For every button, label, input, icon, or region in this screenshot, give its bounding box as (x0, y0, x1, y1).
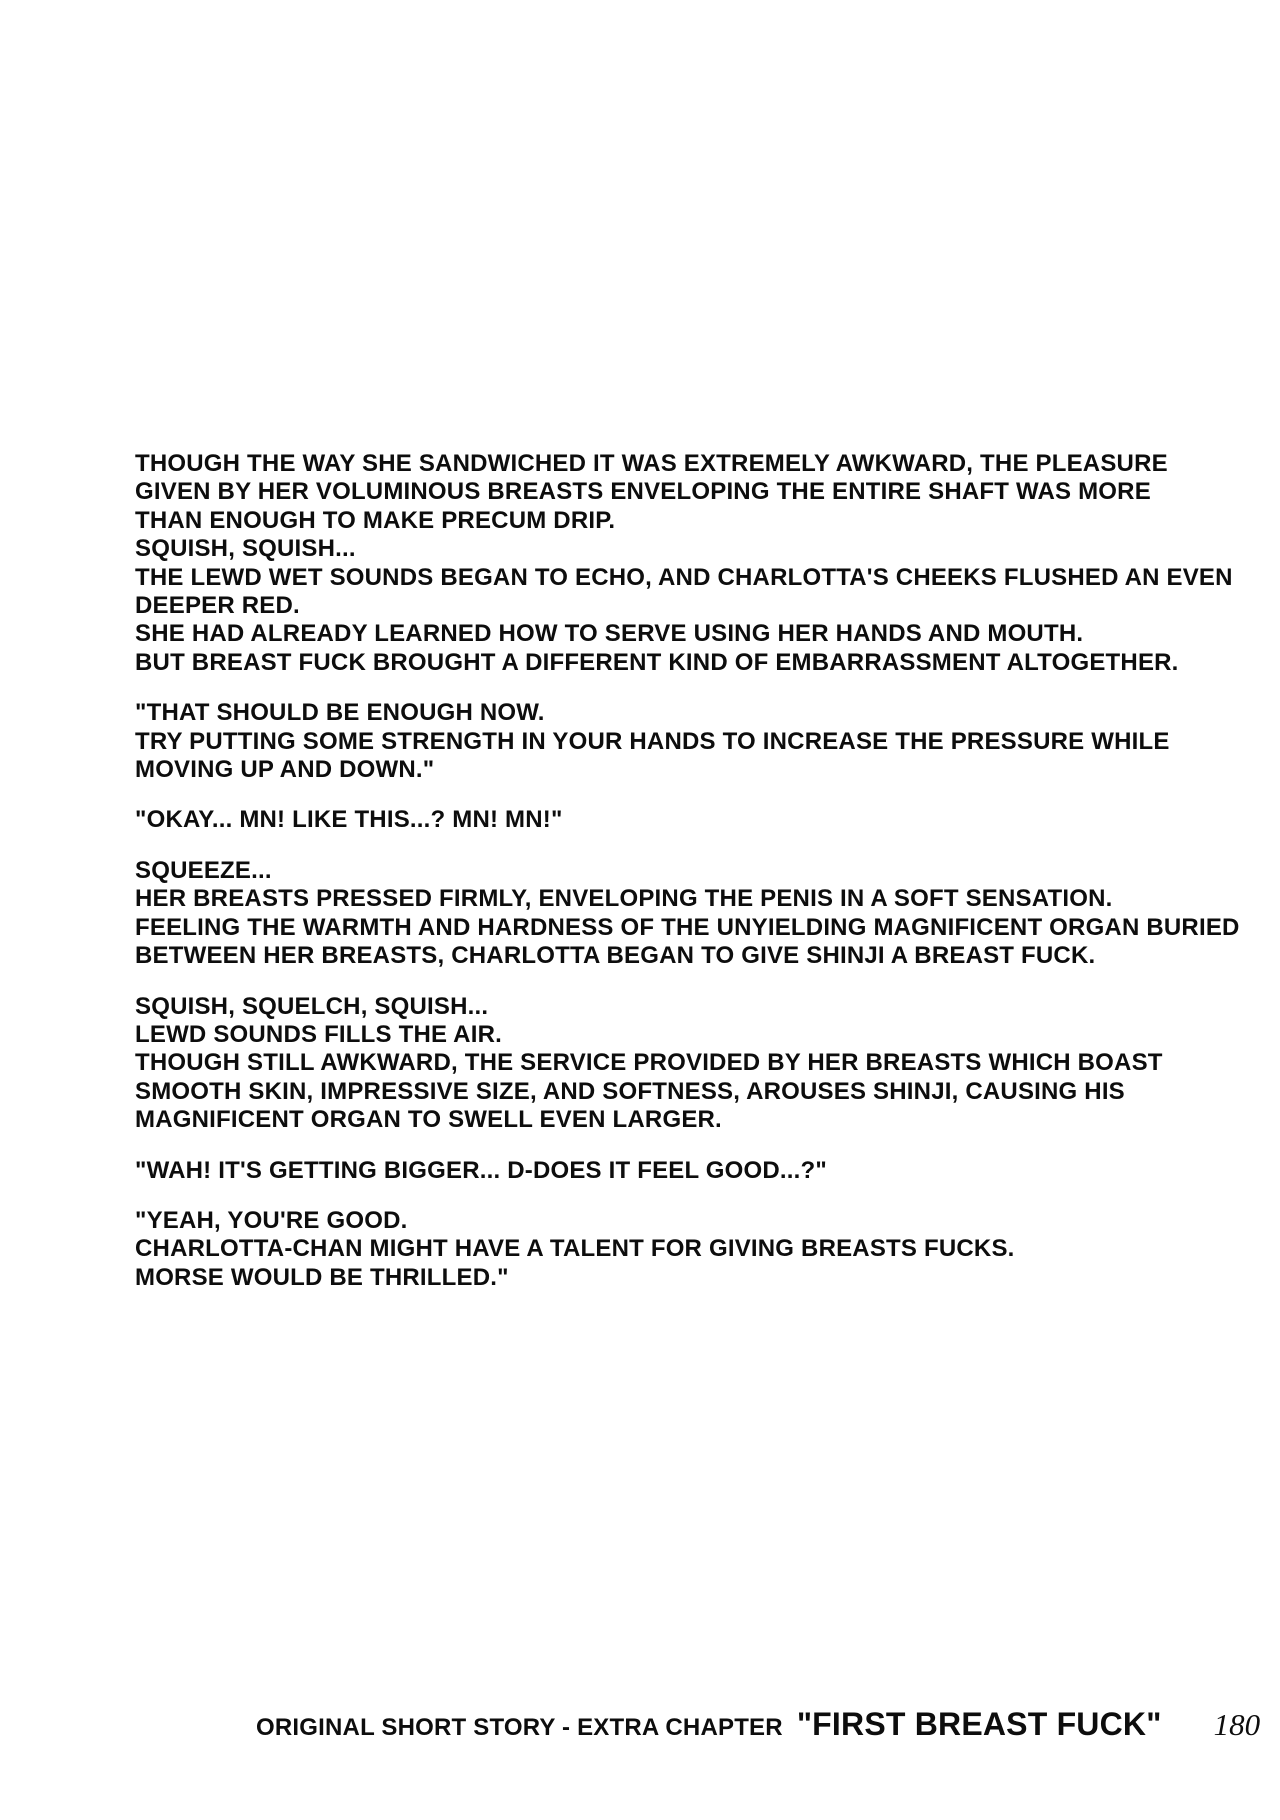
story-paragraph (135, 699, 1170, 784)
story-line: BETWEEN HER BREASTS, CHARLOTTA BEGAN TO GIVE SHINJI A BREAST FUCK. (135, 942, 1096, 970)
story-paragraph (135, 856, 1240, 971)
story-line: SQUEEZE... (135, 856, 272, 884)
footer-chapter-label: ORIGINAL SHORT STORY - EXTRA CHAPTER (256, 1714, 783, 1741)
story-line: SQUISH, SQUISH... (135, 535, 356, 563)
story-line: TRY PUTTING SOME STRENGTH IN YOUR HANDS TO INCREASE THE PRESSURE WHILE (135, 727, 1170, 755)
footer-chapter-title: "FIRST BREAST FUCK" (796, 1706, 1162, 1742)
story-paragraph (135, 450, 1233, 677)
story-line: "YEAH, YOU'RE GOOD. (135, 1206, 408, 1234)
story-line: SQUISH, SQUELCH, SQUISH... (135, 992, 489, 1020)
page-number: 180 (1213, 1707, 1261, 1742)
story-text (135, 450, 1240, 1292)
story-line: GIVEN BY HER VOLUMINOUS BREASTS ENVELOPING THE ENTIRE SHAFT WAS MORE (135, 478, 1151, 506)
story-paragraph (135, 1157, 1155, 1185)
story-line: THOUGH THE WAY SHE SANDWICHED IT WAS EXTREMELY AWKWARD, THE PLEASURE (135, 450, 1168, 477)
page-footer (256, 1706, 1260, 1743)
story-line: THAN ENOUGH TO MAKE PRECUM DRIP. (135, 506, 616, 534)
story-line: HER BREASTS PRESSED FIRMLY, ENVELOPING THE PENIS IN A SOFT SENSATION. (135, 885, 1113, 913)
story-line: "THAT SHOULD BE ENOUGH NOW. (135, 699, 545, 727)
story-line: THE LEWD WET SOUNDS BEGAN TO ECHO, AND CHARLOTTA'S CHEEKS FLUSHED AN EVEN (135, 563, 1233, 591)
story-line: MAGNIFICENT ORGAN TO SWELL EVEN LARGER. (135, 1106, 722, 1134)
story-line: LEWD SOUNDS FILLS THE AIR. (135, 1020, 502, 1048)
story-paragraph (135, 806, 1155, 834)
story-paragraph (135, 1207, 1155, 1292)
story-line: "WAH! IT'S GETTING BIGGER... D-DOES IT FEEL GOOD...?" (135, 1156, 827, 1184)
story-line: THOUGH STILL AWKWARD, THE SERVICE PROVIDED BY HER BREASTS WHICH BOAST (135, 1049, 1163, 1077)
story-line: FEELING THE WARMTH AND HARDNESS OF THE UNYIELDING MAGNIFICENT ORGAN BURIED (135, 913, 1240, 941)
story-line: CHARLOTTA-CHAN MIGHT HAVE A TALENT FOR GIVING BREASTS FUCKS. (135, 1235, 1015, 1263)
story-line: BUT BREAST FUCK BROUGHT A DIFFERENT KIND OF EMBARRASSMENT ALTOGETHER. (135, 648, 1179, 676)
story-line: DEEPER RED. (135, 592, 300, 620)
story-line: SMOOTH SKIN, IMPRESSIVE SIZE, AND SOFTNESS, AROUSES SHINJI, CAUSING HIS (135, 1077, 1125, 1105)
story-line: SHE HAD ALREADY LEARNED HOW TO SERVE USING HER HANDS AND MOUTH. (135, 620, 1084, 648)
story-line: "OKAY... MN! LIKE THIS...? MN! MN!" (135, 806, 563, 834)
story-line: MOVING UP AND DOWN." (135, 756, 435, 784)
story-line: MORSE WOULD BE THRILLED." (135, 1263, 509, 1291)
story-paragraph (135, 992, 1163, 1135)
